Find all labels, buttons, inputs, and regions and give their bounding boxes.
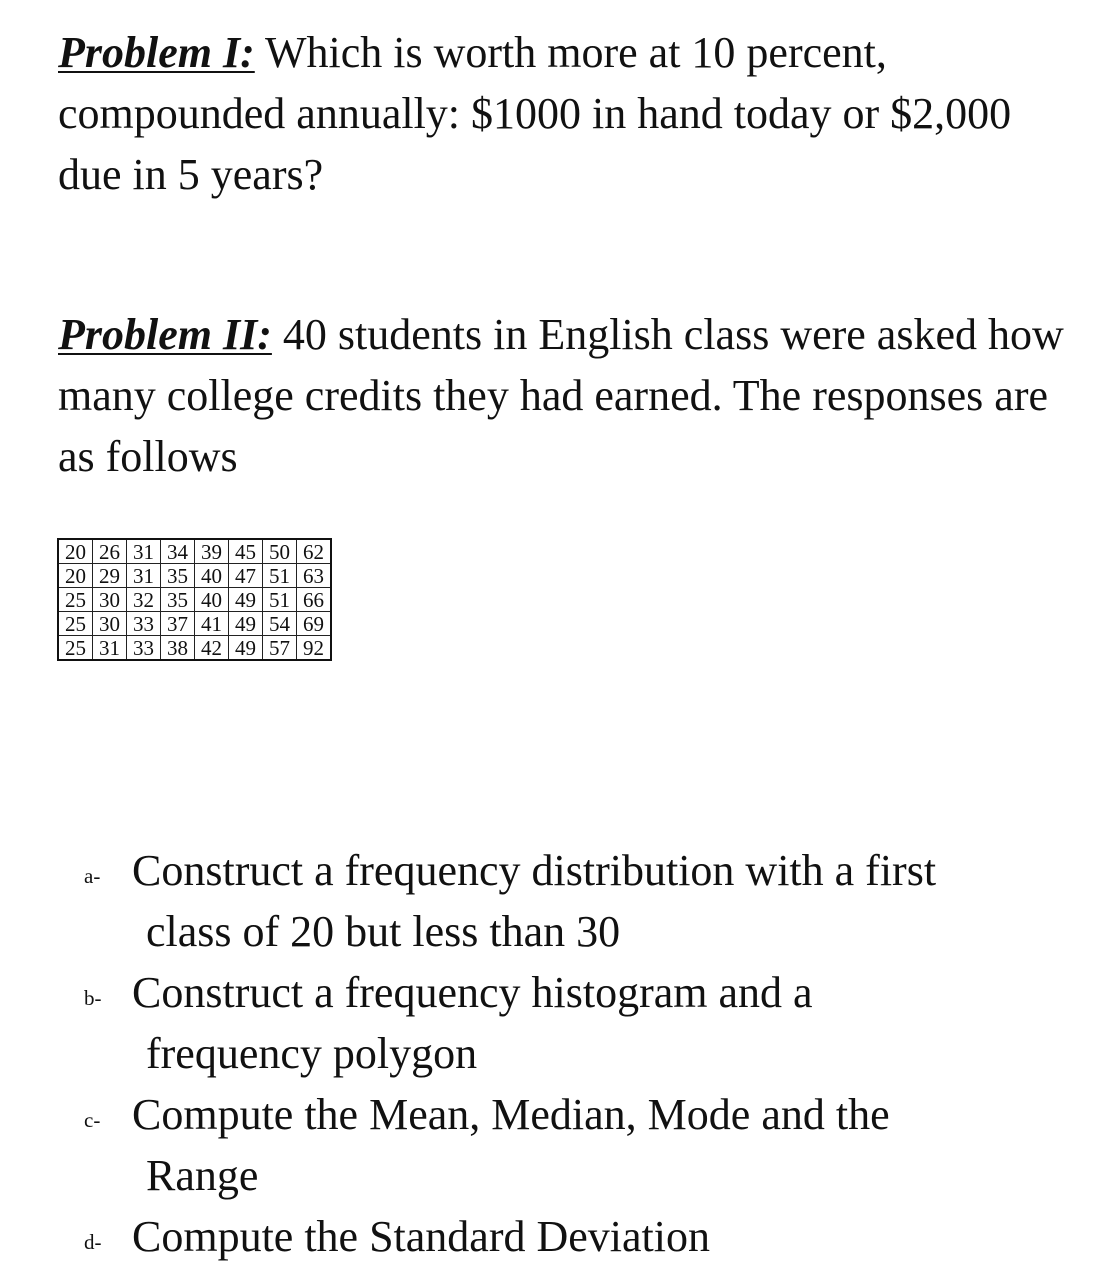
table-cell: 49 xyxy=(229,612,263,636)
task-text-continuation: frequency polygon xyxy=(146,1029,478,1078)
table-cell: 20 xyxy=(58,564,93,588)
table-cell: 92 xyxy=(297,636,332,661)
problem-1-heading: Problem I: xyxy=(58,28,255,77)
problem-2-paragraph xyxy=(58,304,1068,487)
task-list xyxy=(84,840,1084,1267)
task-text-line: Construct a frequency histogram and a xyxy=(132,968,813,1017)
table-cell: 32 xyxy=(127,588,161,612)
table-cell: 35 xyxy=(161,588,195,612)
table-cell: 20 xyxy=(58,539,93,564)
table-cell: 25 xyxy=(58,588,93,612)
table-cell: 25 xyxy=(58,612,93,636)
table-cell: 25 xyxy=(58,636,93,661)
table-cell: 30 xyxy=(93,588,127,612)
task-text-continuation: Range xyxy=(146,1151,259,1200)
table-cell: 54 xyxy=(263,612,297,636)
credits-table-body xyxy=(58,539,331,660)
problem-2-heading: Problem II: xyxy=(58,310,272,359)
table-cell: 31 xyxy=(127,564,161,588)
table-row xyxy=(58,636,331,661)
task-text-line: Compute the Mean, Median, Mode and the xyxy=(132,1090,890,1139)
table-cell: 38 xyxy=(161,636,195,661)
table-cell: 40 xyxy=(195,588,229,612)
table-cell: 33 xyxy=(127,612,161,636)
table-row xyxy=(58,612,331,636)
task-marker: b- xyxy=(84,986,102,1010)
table-cell: 57 xyxy=(263,636,297,661)
task-text-line: Compute the Standard Deviation xyxy=(132,1212,710,1261)
table-row xyxy=(58,564,331,588)
table-row xyxy=(58,588,331,612)
table-cell: 31 xyxy=(93,636,127,661)
table-cell: 33 xyxy=(127,636,161,661)
table-cell: 29 xyxy=(93,564,127,588)
table-cell: 34 xyxy=(161,539,195,564)
table-row xyxy=(58,539,331,564)
task-item-a xyxy=(84,840,1084,962)
table-cell: 63 xyxy=(297,564,332,588)
table-cell: 42 xyxy=(195,636,229,661)
task-text-continuation: class of 20 but less than 30 xyxy=(146,907,621,956)
table-cell: 40 xyxy=(195,564,229,588)
table-cell: 66 xyxy=(297,588,332,612)
table-cell: 30 xyxy=(93,612,127,636)
task-text-line: Construct a frequency distribution with a first xyxy=(132,846,937,895)
table-cell: 39 xyxy=(195,539,229,564)
task-item-b xyxy=(84,962,1084,1084)
problem-2-text: 40 students in English class were asked how many college credits they had earned. The responses are as follows xyxy=(58,310,1064,481)
table-cell: 47 xyxy=(229,564,263,588)
problem-1-paragraph xyxy=(58,22,1068,205)
task-item-c xyxy=(84,1084,1084,1206)
task-item-d xyxy=(84,1206,1084,1267)
table-cell: 26 xyxy=(93,539,127,564)
table-cell: 45 xyxy=(229,539,263,564)
table-cell: 51 xyxy=(263,564,297,588)
table-cell: 49 xyxy=(229,588,263,612)
task-marker: d- xyxy=(84,1230,102,1254)
table-cell: 31 xyxy=(127,539,161,564)
task-marker: a- xyxy=(84,864,101,888)
table-cell: 49 xyxy=(229,636,263,661)
credits-data-table xyxy=(57,538,332,661)
table-cell: 41 xyxy=(195,612,229,636)
table-cell: 69 xyxy=(297,612,332,636)
table-cell: 51 xyxy=(263,588,297,612)
table-cell: 62 xyxy=(297,539,332,564)
table-cell: 37 xyxy=(161,612,195,636)
task-marker: c- xyxy=(84,1108,101,1132)
table-cell: 50 xyxy=(263,539,297,564)
problem-1-text: Which is worth more at 10 percent, compounded annually: $1000 in hand today or $2,000 due in 5 years? xyxy=(58,28,1012,199)
table-cell: 35 xyxy=(161,564,195,588)
